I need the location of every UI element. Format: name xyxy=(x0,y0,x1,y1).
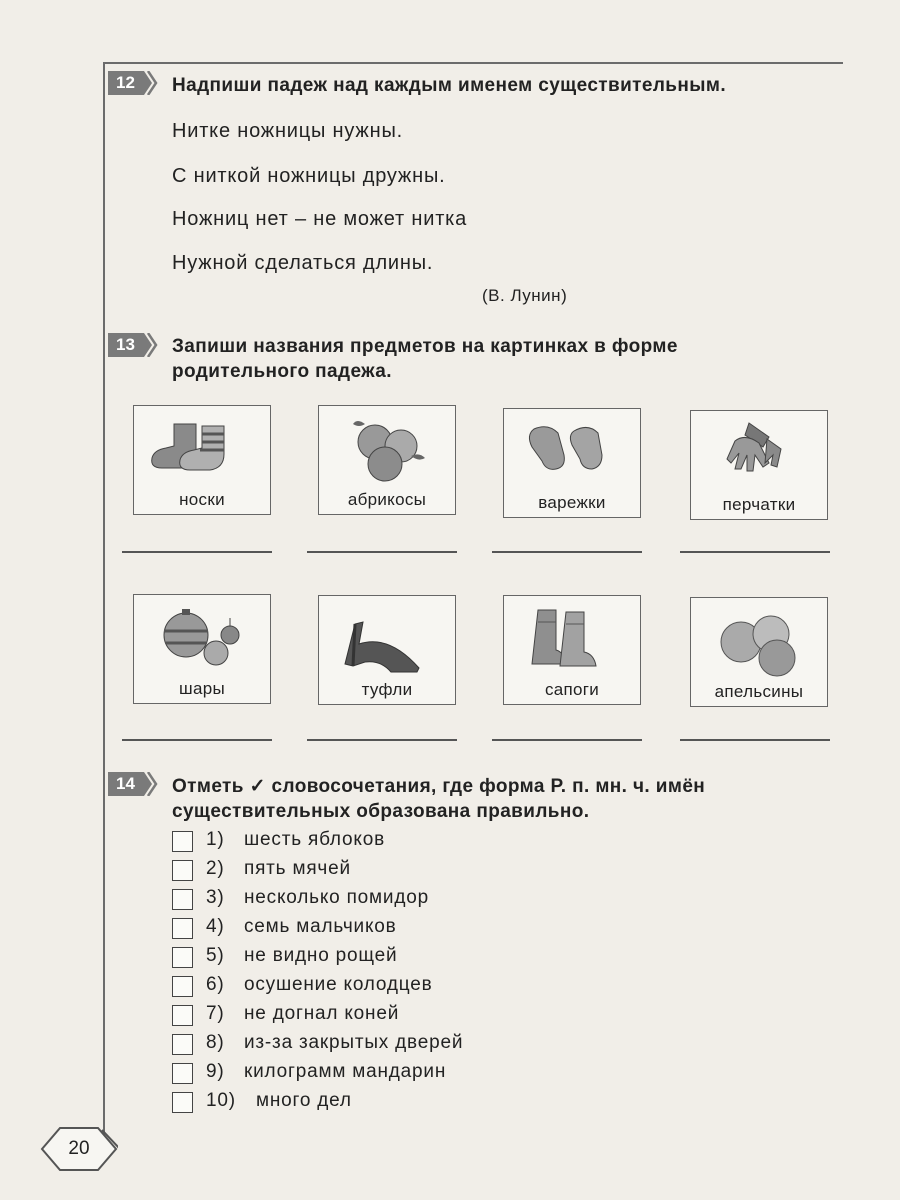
picture-card-apricots xyxy=(318,405,456,515)
socks-icon xyxy=(134,412,270,492)
option-checkbox[interactable] xyxy=(172,976,193,997)
picture-card-boots xyxy=(503,595,641,705)
option-number: 5) xyxy=(206,945,225,966)
task-14-title-line-1: Отметь ✓ словосочетания, где форма Р. п. мн. ч. имён xyxy=(172,776,706,797)
card-label: перчатки xyxy=(722,495,796,514)
card-label: сапоги xyxy=(544,680,600,699)
option-number: 1) xyxy=(206,829,225,850)
answer-line[interactable] xyxy=(122,739,272,741)
option-checkbox[interactable] xyxy=(172,1005,193,1026)
answer-line[interactable] xyxy=(492,551,642,553)
task-12-badge xyxy=(108,71,158,95)
poem-line-1: Нитке ножницы нужны. xyxy=(172,120,403,142)
option-checkbox[interactable] xyxy=(172,1034,193,1055)
option-number: 9) xyxy=(206,1061,225,1082)
picture-card-shoes xyxy=(318,595,456,705)
task-14-title-line-2: существительных образована правильно. xyxy=(172,801,590,822)
card-label: туфли xyxy=(361,680,413,699)
option-number: 3) xyxy=(206,887,225,908)
apricots-icon xyxy=(319,412,455,492)
option-text: шесть яблоков xyxy=(244,829,385,850)
option-text: пять мячей xyxy=(244,858,351,879)
answer-line[interactable] xyxy=(307,739,457,741)
card-label: варежки xyxy=(538,493,606,512)
option-text: не видно рощей xyxy=(244,945,398,966)
mittens-icon xyxy=(504,415,640,495)
option-number: 8) xyxy=(206,1032,225,1053)
answer-line[interactable] xyxy=(122,551,272,553)
option-checkbox[interactable] xyxy=(172,947,193,968)
option-checkbox[interactable] xyxy=(172,860,193,881)
task-14-badge xyxy=(108,772,158,796)
option-number: 2) xyxy=(206,858,225,879)
answer-line[interactable] xyxy=(680,551,830,553)
option-number: 7) xyxy=(206,1003,225,1024)
task-12-title: Надпиши падеж над каждым именем существительным. xyxy=(172,75,727,96)
option-checkbox[interactable] xyxy=(172,1092,193,1113)
card-label: шары xyxy=(179,679,225,698)
task-13-title-line-1: Запиши названия предметов на картинках в форме xyxy=(172,336,678,357)
option-text: осушение колодцев xyxy=(244,974,433,995)
option-text: семь мальчиков xyxy=(244,916,397,937)
high-heel-icon xyxy=(319,602,455,682)
poem-author: (В. Лунин) xyxy=(482,286,568,305)
option-checkbox[interactable] xyxy=(172,1063,193,1084)
option-checkbox[interactable] xyxy=(172,918,193,939)
ornaments-icon xyxy=(134,601,270,681)
picture-card-oranges xyxy=(690,597,828,707)
card-label: абрикосы xyxy=(347,490,427,509)
oranges-icon xyxy=(691,604,827,684)
boots-icon xyxy=(504,602,640,682)
option-text: много дел xyxy=(256,1090,352,1111)
poem-line-4: Нужной сделаться длины. xyxy=(172,252,434,274)
task-14-number: 14 xyxy=(116,774,135,793)
option-number: 6) xyxy=(206,974,225,995)
option-text: не догнал коней xyxy=(244,1003,400,1024)
task-13-badge xyxy=(108,333,158,357)
option-checkbox[interactable] xyxy=(172,831,193,852)
picture-card-mittens xyxy=(503,408,641,518)
answer-line[interactable] xyxy=(680,739,830,741)
task-13-title-line-2: родительного падежа. xyxy=(172,361,392,382)
picture-card-socks xyxy=(133,405,271,515)
task-13-number: 13 xyxy=(116,335,135,354)
option-number: 10) xyxy=(206,1090,236,1111)
option-text: несколько помидор xyxy=(244,887,429,908)
answer-line[interactable] xyxy=(492,739,642,741)
option-checkbox[interactable] xyxy=(172,889,193,910)
page-number-badge xyxy=(40,1126,118,1172)
card-label: апельсины xyxy=(714,682,804,701)
option-number: 4) xyxy=(206,916,225,937)
option-text: из-за закрытых дверей xyxy=(244,1032,464,1053)
gloves-icon xyxy=(691,417,827,497)
poem-line-3: Ножниц нет – не может нитка xyxy=(172,208,468,230)
task-12-number: 12 xyxy=(116,73,135,92)
card-label: носки xyxy=(179,490,225,509)
page-number: 20 xyxy=(68,1138,90,1159)
poem-line-2: С ниткой ножницы дружны. xyxy=(172,165,446,187)
picture-card-gloves xyxy=(690,410,828,520)
answer-line[interactable] xyxy=(307,551,457,553)
margin-rule xyxy=(103,62,105,1142)
top-rule xyxy=(103,62,843,64)
option-text: килограмм мандарин xyxy=(244,1061,447,1082)
picture-card-ornaments xyxy=(133,594,271,704)
